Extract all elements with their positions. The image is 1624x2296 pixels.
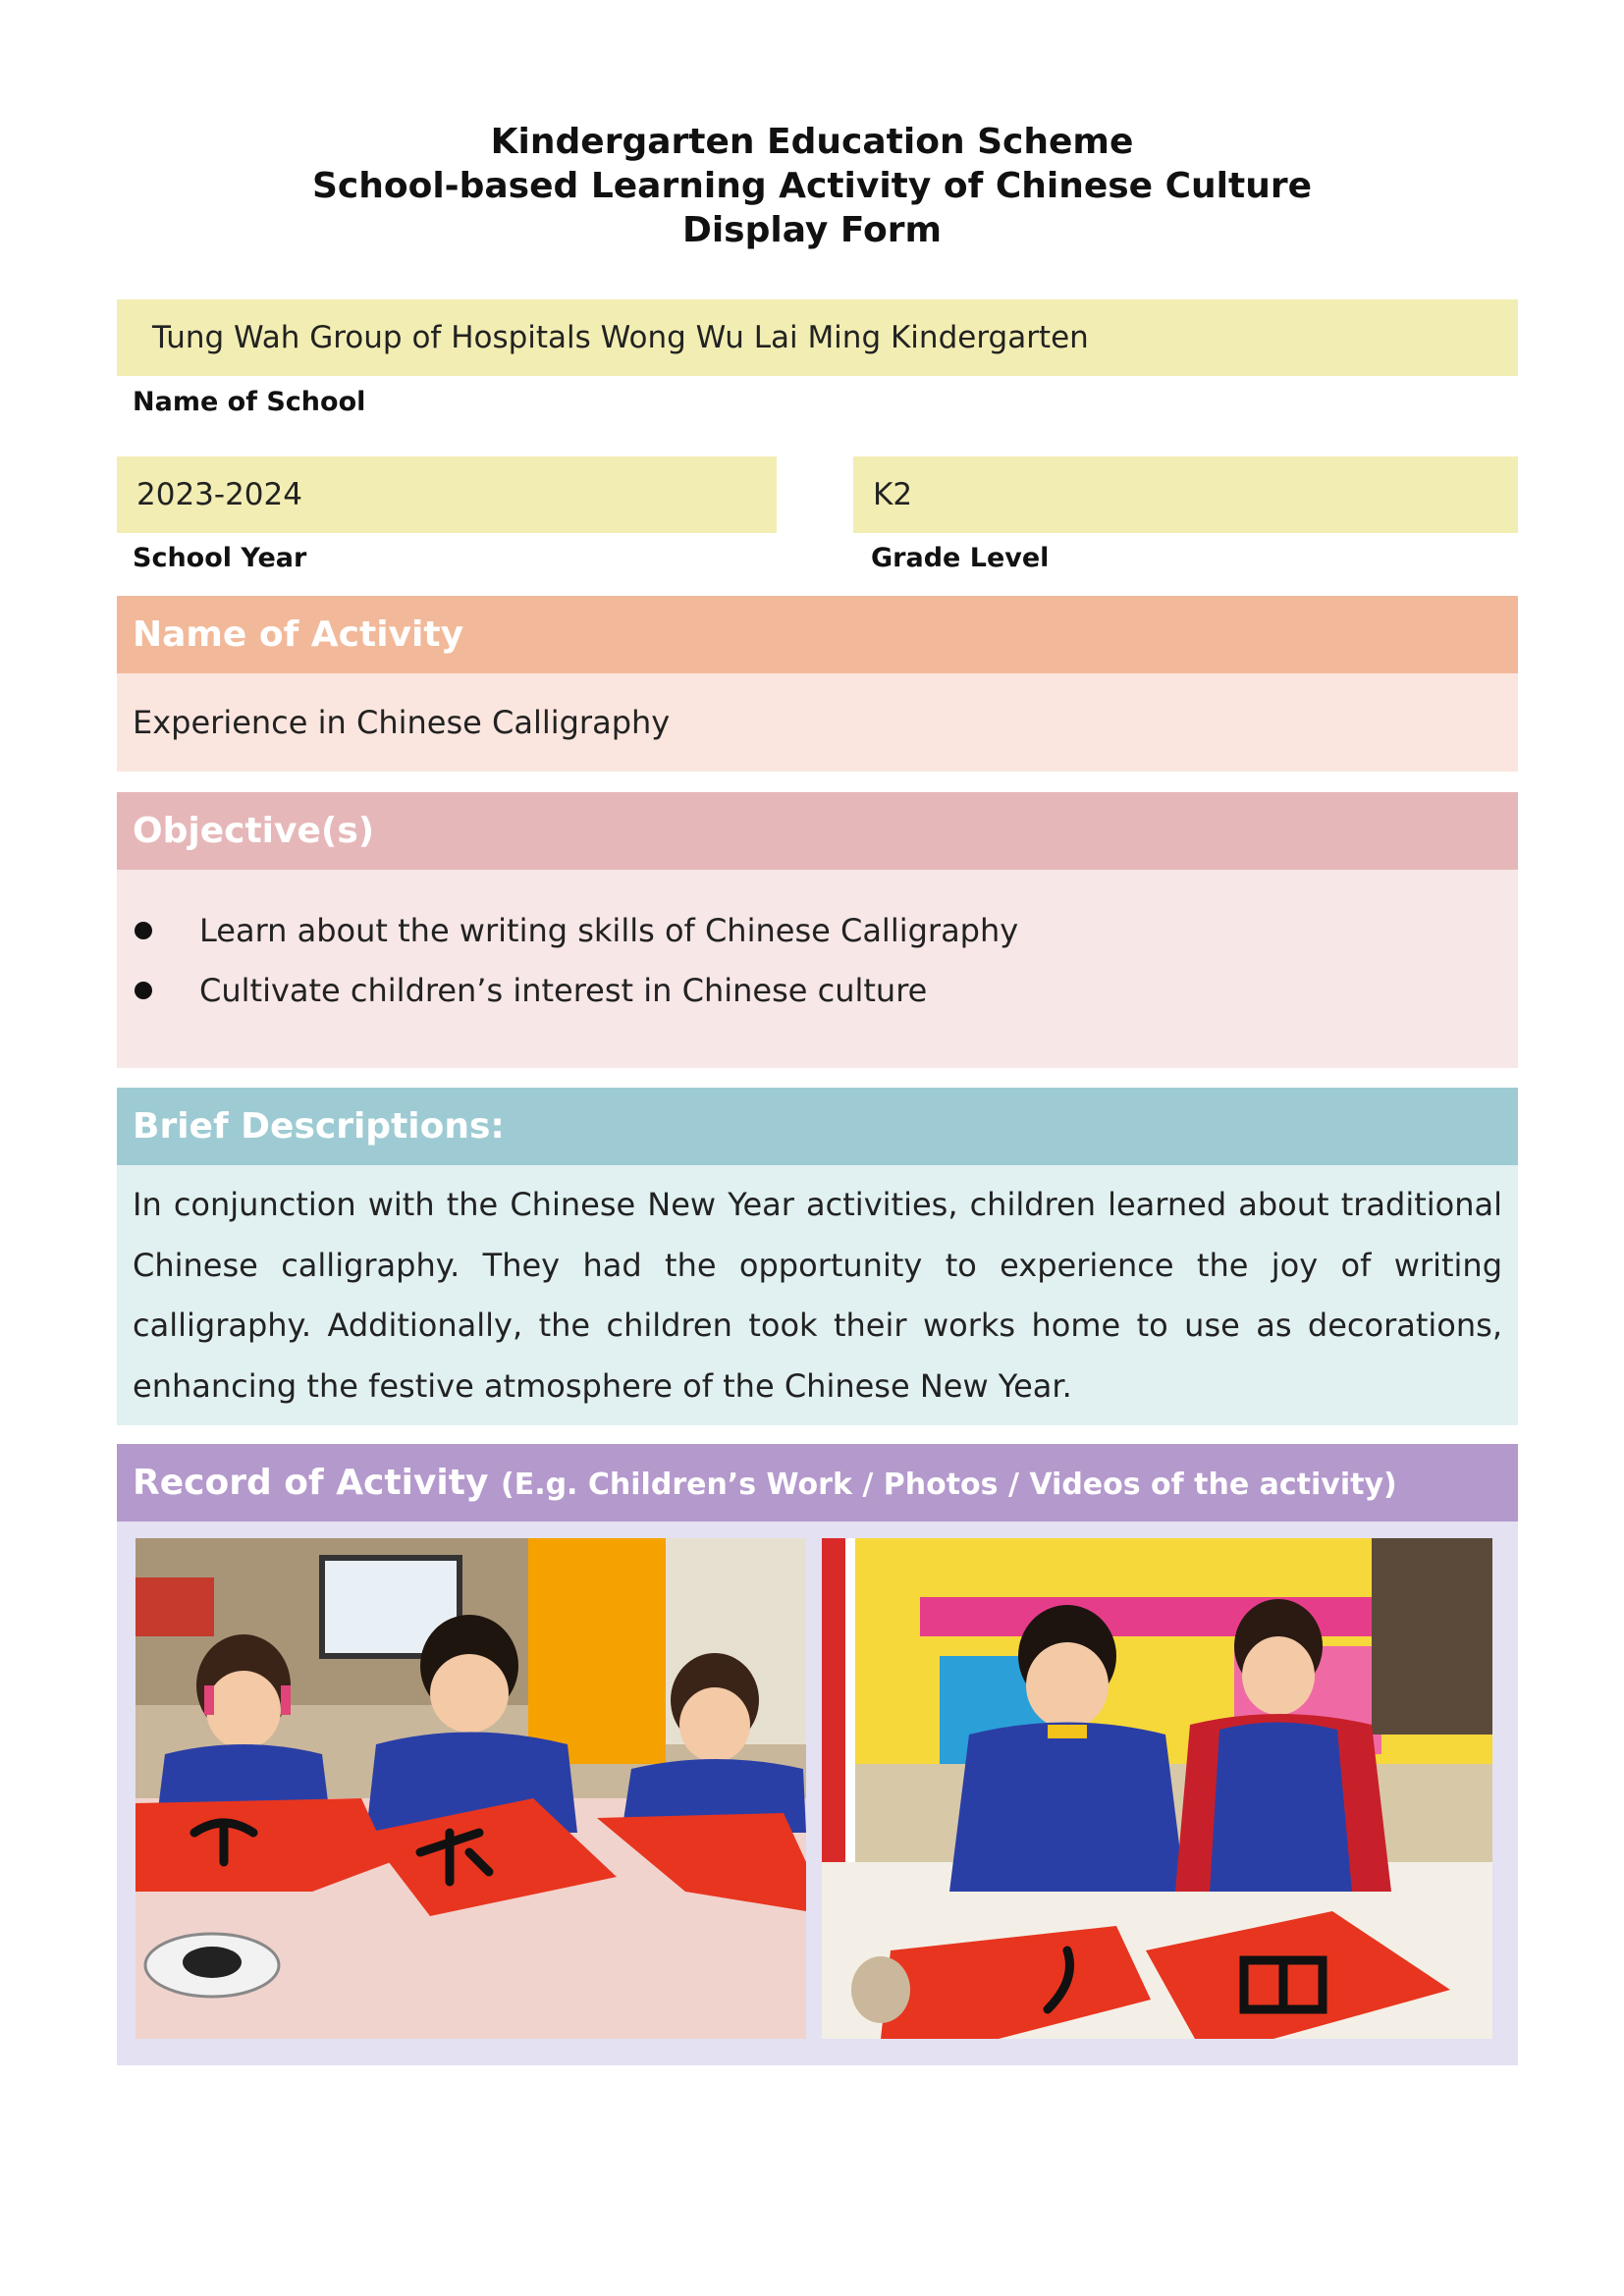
- grade-level-value: K2: [873, 477, 913, 512]
- title-line-2: School-based Learning Activity of Chinese Culture: [311, 166, 1313, 206]
- record-subtitle: (E.g. Children’s Work / Photos / Videos of the activity): [500, 1468, 1397, 1502]
- activity-photo-1: [135, 1538, 806, 2039]
- description-text: In conjunction with the Chinese New Year activities, children learned about traditional Chinese calligraphy. They had the opportunity to experience the joy of writing calligraphy. Additionally, the children took their works home to use as decorations, enhancing the festive atmosphere of the Chinese New Year.: [133, 1186, 1502, 1405]
- school-year-field: [117, 456, 777, 533]
- objectives-heading: Objective(s): [117, 792, 1518, 870]
- activity-heading: Name of Activity: [117, 596, 1518, 673]
- record-heading: [117, 1444, 1518, 1522]
- school-year-label: School Year: [133, 543, 307, 573]
- objective-text: Learn about the writing skills of Chinese Calligraphy: [199, 911, 1019, 949]
- record-body: [117, 1522, 1518, 2065]
- objective-item: [117, 900, 1518, 960]
- record-title: Record of Activity: [133, 1463, 489, 1503]
- bullet-icon: [135, 982, 152, 999]
- description-body: [117, 1165, 1518, 1425]
- calligraphy-photo-2: [822, 1538, 1492, 2039]
- bullet-icon: [135, 922, 152, 939]
- objective-text: Cultivate children’s interest in Chinese culture: [199, 971, 928, 1009]
- form-title: [0, 120, 1624, 252]
- calligraphy-photo-1: [135, 1538, 806, 2039]
- grade-level-field: [853, 456, 1518, 533]
- title-line-1: Kindergarten Education Scheme: [490, 122, 1134, 162]
- school-year-value: 2023-2024: [136, 477, 302, 512]
- school-name-value: Tung Wah Group of Hospitals Wong Wu Lai Ming Kindergarten: [152, 320, 1089, 355]
- activity-photo-2: [822, 1538, 1492, 2039]
- objectives-list: [117, 870, 1518, 1068]
- school-name-label: Name of School: [133, 387, 366, 417]
- grade-level-label: Grade Level: [871, 543, 1050, 573]
- activity-value: Experience in Chinese Calligraphy: [117, 673, 1518, 772]
- objective-item: [117, 960, 1518, 1020]
- title-line-3: Display Form: [681, 210, 943, 250]
- description-heading: Brief Descriptions:: [117, 1088, 1518, 1165]
- school-name-field: [117, 299, 1518, 376]
